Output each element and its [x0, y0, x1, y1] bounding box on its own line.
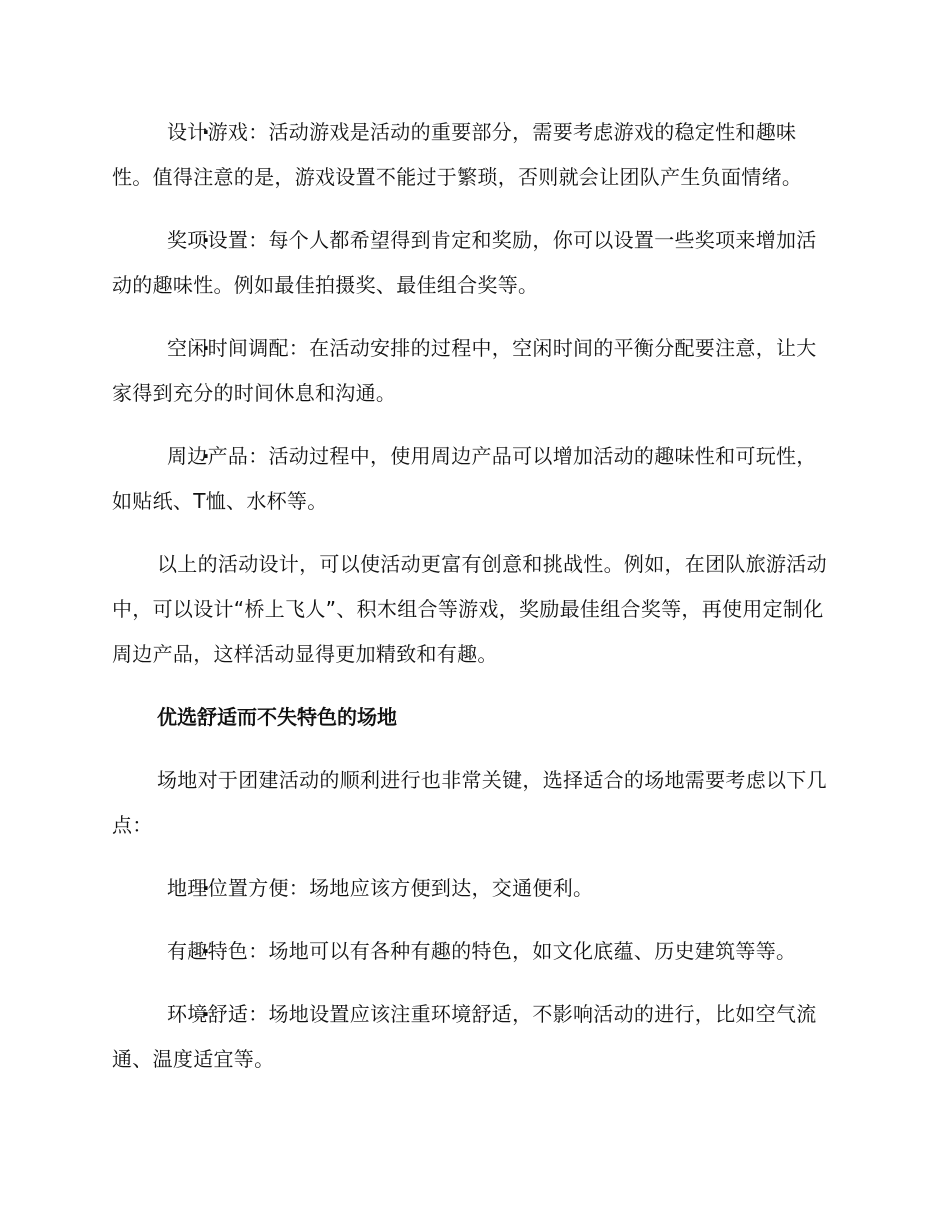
section-heading: 优选舒适而不失特色的场地 [157, 705, 397, 729]
bullet-location: · 地理位置方便：场地应该方便到达，交通便利。 [112, 866, 832, 911]
bullet-merchandise: · 周边产品：活动过程中，使用周边产品可以增加活动的趣味性和可玩性，如贴纸、T恤、水杯等。 [112, 434, 832, 524]
bullet-award-setting: · 奖项设置：每个人都希望得到肯定和奖励，你可以设置一些奖项来增加活动的趣味性。例如最佳拍摄奖、最佳组合奖等。 [112, 218, 832, 308]
paragraph-venue-intro: 场地对于团建活动的顺利进行也非常关键，选择适合的场地需要考虑以下几点： [112, 768, 827, 837]
bullet-free-time: · 空闲时间调配：在活动安排的过程中，空闲时间的平衡分配要注意，让大家得到充分的时间休息和沟通。 [112, 326, 832, 416]
bullet-comfort: · 环境舒适：场地设置应该注重环境舒适，不影响活动的进行，比如空气流通、温度适宜等。 [112, 992, 832, 1082]
document-body [112, 110, 832, 1100]
paragraph-summary: 以上的活动设计，可以使活动更富有创意和挑战性。例如，在团队旅游活动中，可以设计“桥上飞人”、积木组合等游戏，奖励最佳组合奖等，再使用定制化周边产品，这样活动显得更加精致和有趣。 [112, 552, 827, 666]
bullet-game-design: · 设计游戏：活动游戏是活动的重要部分，需要考虑游戏的稳定性和趣味性。值得注意的是，游戏设置不能过于繁琐，否则就会让团队产生负面情绪。 [112, 110, 832, 200]
bullet-features: · 有趣特色：场地可以有各种有趣的特色，如文化底蕴、历史建筑等等。 [112, 929, 832, 974]
